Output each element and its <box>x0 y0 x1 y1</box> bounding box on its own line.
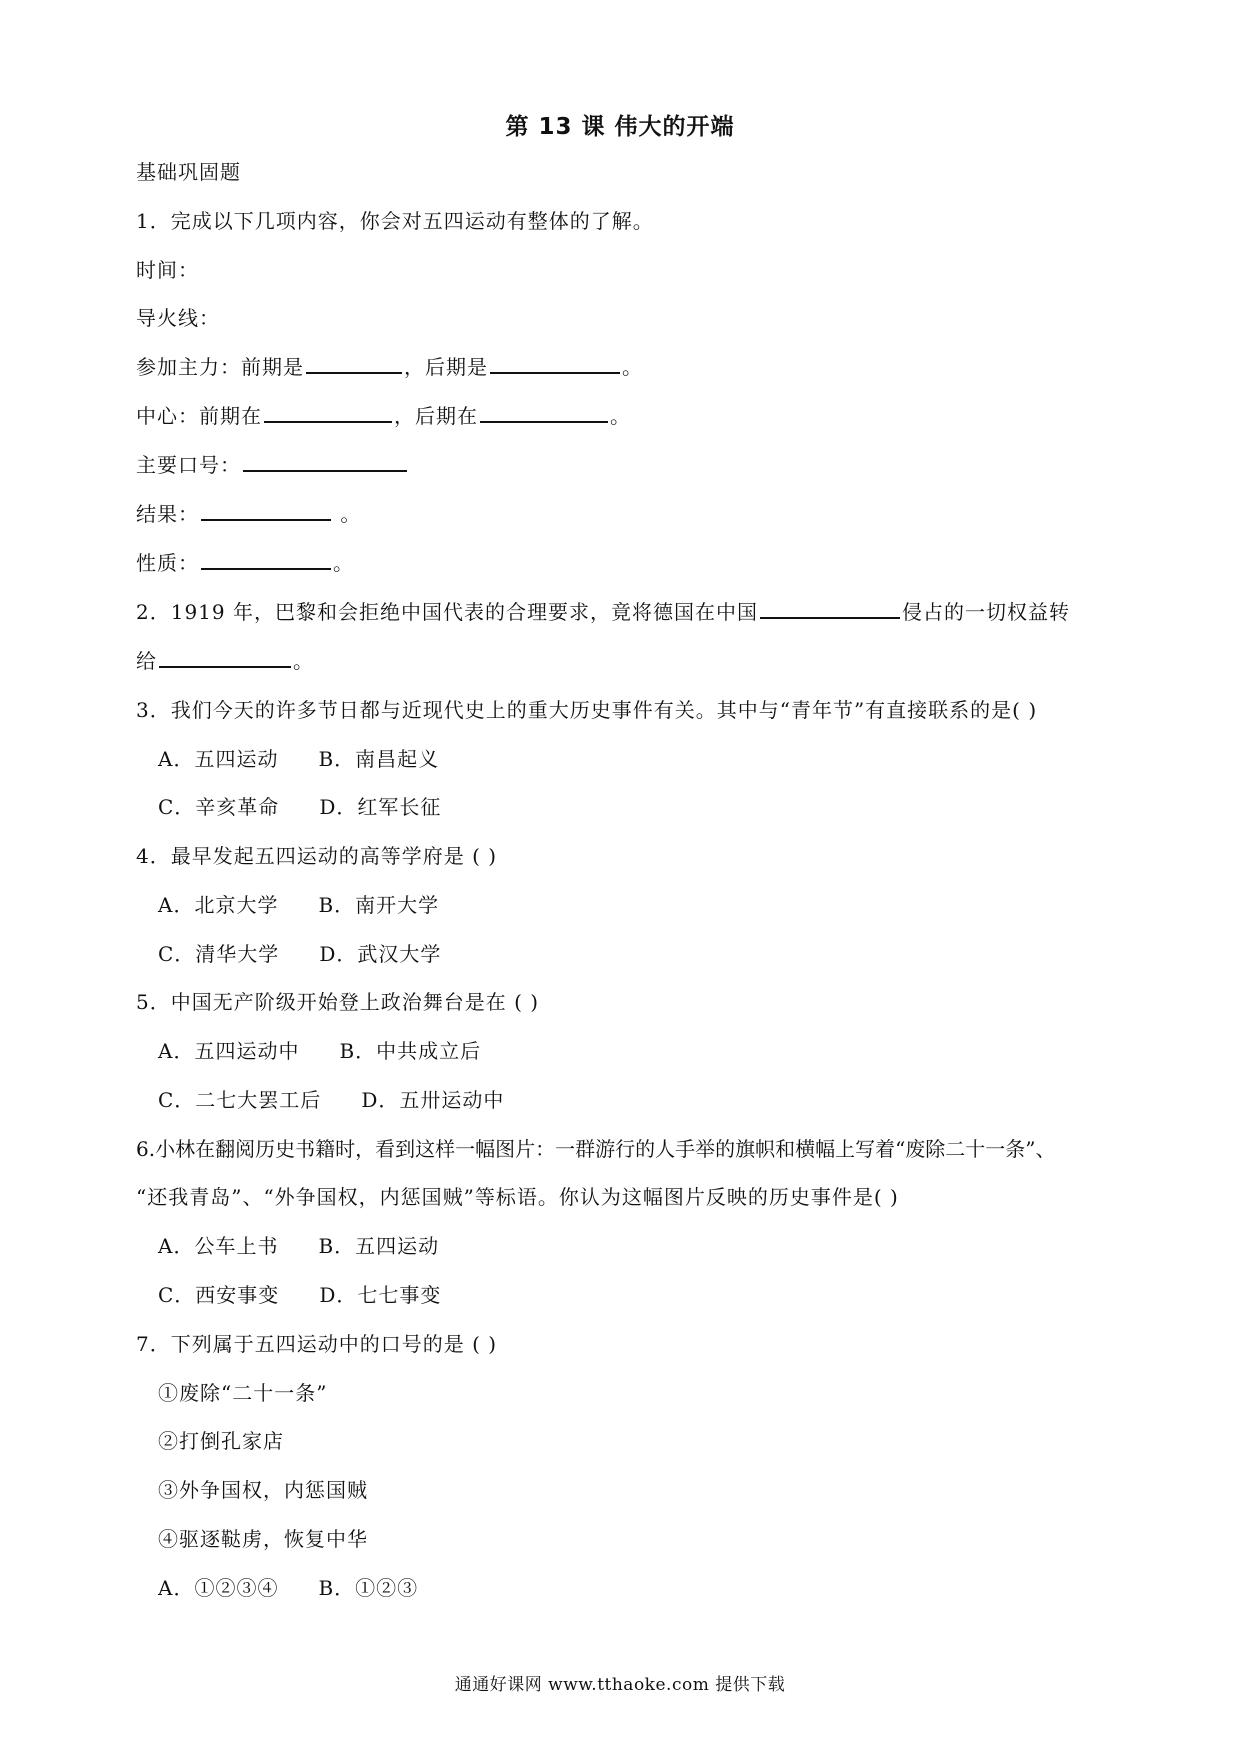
q1-time-label: 时间： <box>136 258 199 282</box>
q1-forces-line <box>136 352 643 382</box>
answer-blank <box>490 352 620 374</box>
option-b: B．南开大学 <box>318 893 440 917</box>
option-d: D．五卅运动中 <box>361 1088 505 1112</box>
q1-slogan-line <box>136 450 409 480</box>
option-a: A．五四运动 <box>158 747 279 771</box>
option-d: D．七七事变 <box>319 1283 442 1307</box>
q7-options-row-1 <box>158 1573 418 1603</box>
page-title: 第 13 课 伟大的开端 <box>505 114 735 140</box>
q1-center-line <box>136 401 631 431</box>
answer-blank <box>306 352 402 374</box>
answer-blank <box>159 646 291 668</box>
page-footer: 通通好课网 www.tthaoke.com 提供下载 <box>454 1675 786 1695</box>
q6-options-row-2 <box>158 1280 441 1310</box>
question-2-text: 侵占的一切权益转 <box>901 600 1070 624</box>
answer-blank <box>480 401 608 423</box>
punctuation: 。 <box>293 649 314 673</box>
answer-blank <box>264 401 392 423</box>
option-c: C．西安事变 <box>158 1283 280 1307</box>
q7-item-4: ④驱逐鞑虏，恢复中华 <box>158 1527 368 1551</box>
q1-nature-label: 性质： <box>136 551 199 575</box>
q1-nature-line <box>136 548 354 578</box>
q4-options-row-2 <box>158 939 441 969</box>
question-2-text: 2．1919 年，巴黎和会拒绝中国代表的合理要求，竟将德国在中国 <box>136 600 758 624</box>
q1-fuse-label: 导火线： <box>136 306 220 330</box>
q1-center-label: 中心：前期在 <box>136 404 262 428</box>
question-5-stem: 5．中国无产阶级开始登上政治舞台是在 ( ) <box>136 990 540 1014</box>
q7-item-1: ①废除“二十一条” <box>158 1381 328 1405</box>
option-a: A．①②③④ <box>158 1576 279 1600</box>
section-heading: 基础巩固题 <box>136 160 241 184</box>
q1-forces-later-label: ，后期是 <box>404 355 488 379</box>
option-a: A．北京大学 <box>158 893 279 917</box>
answer-blank <box>201 499 331 521</box>
question-6-line-2: “还我青岛”、“外争国权，内惩国贼”等标语。你认为这幅图片反映的历史事件是( ) <box>136 1185 899 1209</box>
q1-center-later-label: ，后期在 <box>394 404 478 428</box>
option-b: B．五四运动 <box>318 1234 440 1258</box>
answer-blank <box>201 548 331 570</box>
q5-options-row-2 <box>158 1085 504 1115</box>
punctuation: 。 <box>333 502 362 526</box>
option-d: D．红军长征 <box>319 795 442 819</box>
question-2-line-1 <box>136 597 1070 627</box>
q5-options-row-1 <box>158 1036 481 1066</box>
option-a: A．五四运动中 <box>158 1039 300 1063</box>
option-c: C．清华大学 <box>158 942 280 966</box>
question-3-stem: 3．我们今天的许多节日都与近现代史上的重大历史事件有关。其中与“青年节”有直接联系的是( ) <box>136 698 1038 722</box>
q1-slogan-label: 主要口号： <box>136 453 241 477</box>
q1-result-line <box>136 499 361 529</box>
answer-blank <box>760 597 900 619</box>
question-4-stem: 4．最早发起五四运动的高等学府是 ( ) <box>136 844 498 868</box>
option-b: B．南昌起义 <box>318 747 440 771</box>
option-b: B．①②③ <box>318 1576 419 1600</box>
option-c: C．二七大罢工后 <box>158 1088 322 1112</box>
q3-options-row-2 <box>158 792 441 822</box>
question-6-line-1: 6.小林在翻阅历史书籍时，看到这样一幅图片：一群游行的人手举的旗帜和横幅上写着“废除二十一条”、 <box>136 1137 1056 1161</box>
punctuation: 。 <box>333 551 354 575</box>
answer-blank <box>243 450 407 472</box>
q3-options-row-1 <box>158 744 439 774</box>
question-1-stem: 1．完成以下几项内容，你会对五四运动有整体的了解。 <box>136 209 654 233</box>
q1-forces-label: 参加主力：前期是 <box>136 355 304 379</box>
q1-result-label: 结果： <box>136 502 199 526</box>
q7-item-3: ③外争国权，内惩国贼 <box>158 1478 368 1502</box>
punctuation: 。 <box>610 404 631 428</box>
q4-options-row-1 <box>158 890 439 920</box>
question-2-line-2 <box>136 646 314 676</box>
option-b: B．中共成立后 <box>339 1039 482 1063</box>
question-2-text: 给 <box>136 649 157 673</box>
option-d: D．武汉大学 <box>319 942 442 966</box>
option-a: A．公车上书 <box>158 1234 279 1258</box>
question-7-stem: 7．下列属于五四运动中的口号的是 ( ) <box>136 1332 498 1356</box>
option-c: C．辛亥革命 <box>158 795 280 819</box>
q6-options-row-1 <box>158 1231 439 1261</box>
punctuation: 。 <box>622 355 643 379</box>
q7-item-2: ②打倒孔家店 <box>158 1429 284 1453</box>
